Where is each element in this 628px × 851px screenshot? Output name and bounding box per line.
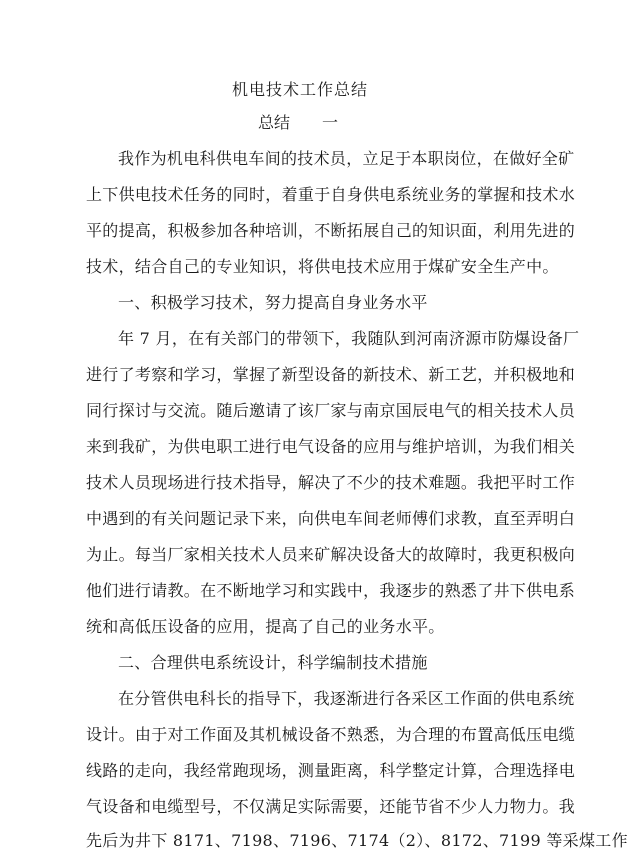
document-title: 机电技术工作总结 [231,80,368,99]
paragraph-2-line-7: 为止。每当厂家相关技术人员来矿解决设备大的故障时，我更积极向 [86,545,576,564]
section-heading-1: 一、积极学习技术，努力提高自身业务水平 [118,293,428,312]
paragraph-2-line-6: 中遇到的有关问题记录下来，向供电车间老师傅们求教，直至弄明白 [86,509,576,528]
paragraph-1-line-3: 平的提高，积极参加各种培训，不断拓展自己的知识面，利用先进的 [86,221,576,240]
section-heading-2: 二、合理供电系统设计，科学编制技术措施 [118,653,428,672]
document-subtitle: 总结 一 [258,113,339,132]
paragraph-2-line-4: 来到我矿，为供电职工进行电气设备的应用与维护培训，为我们相关 [86,437,576,456]
paragraph-3-line-5: 先后为井下 8171、7198、7196、7174（2）、8172、7199 等采煤工作 [86,831,628,850]
paragraph-2-line-2: 进行了考察和学习，掌握了新型设备的新技术、新工艺，并积极地和 [86,365,576,384]
paragraph-3-line-3: 线路的走向，我经常跑现场，测量距离，科学整定计算，合理选择电 [86,761,576,780]
paragraph-2-line-5: 技术人员现场进行技术指导，解决了不少的技术难题。我把平时工作 [86,473,576,492]
paragraph-3-line-2: 设计。由于对工作面及其机械设备不熟悉，为合理的布置高低压电缆 [86,725,576,744]
paragraph-2-line-8: 他们进行请教。在不断地学习和实践中，我逐步的熟悉了井下供电系 [86,581,576,600]
paragraph-2-line-1: 年 7 月，在有关部门的带领下，我随队到河南济源市防爆设备厂 [118,329,580,348]
paragraph-2-line-9: 统和高低压设备的应用，提高了自己的业务水平。 [86,617,445,636]
paragraph-1-line-1: 我作为机电科供电车间的技术员，立足于本职岗位，在做好全矿 [118,149,575,168]
paragraph-1-line-4: 技术，结合自己的专业知识，将供电技术应用于煤矿安全生产中。 [86,257,559,276]
paragraph-3-line-1: 在分管供电科长的指导下，我逐渐进行各采区工作面的供电系统 [118,689,575,708]
paragraph-2-line-3: 同行探讨与交流。随后邀请了该厂家与南京国辰电气的相关技术人员 [86,401,576,420]
paragraph-3-line-4: 气设备和电缆型号，不仅满足实际需要，还能节省不少人力物力。我 [86,797,576,816]
paragraph-1-line-2: 上下供电技术任务的同时，着重于自身供电系统业务的掌握和技术水 [86,185,576,204]
